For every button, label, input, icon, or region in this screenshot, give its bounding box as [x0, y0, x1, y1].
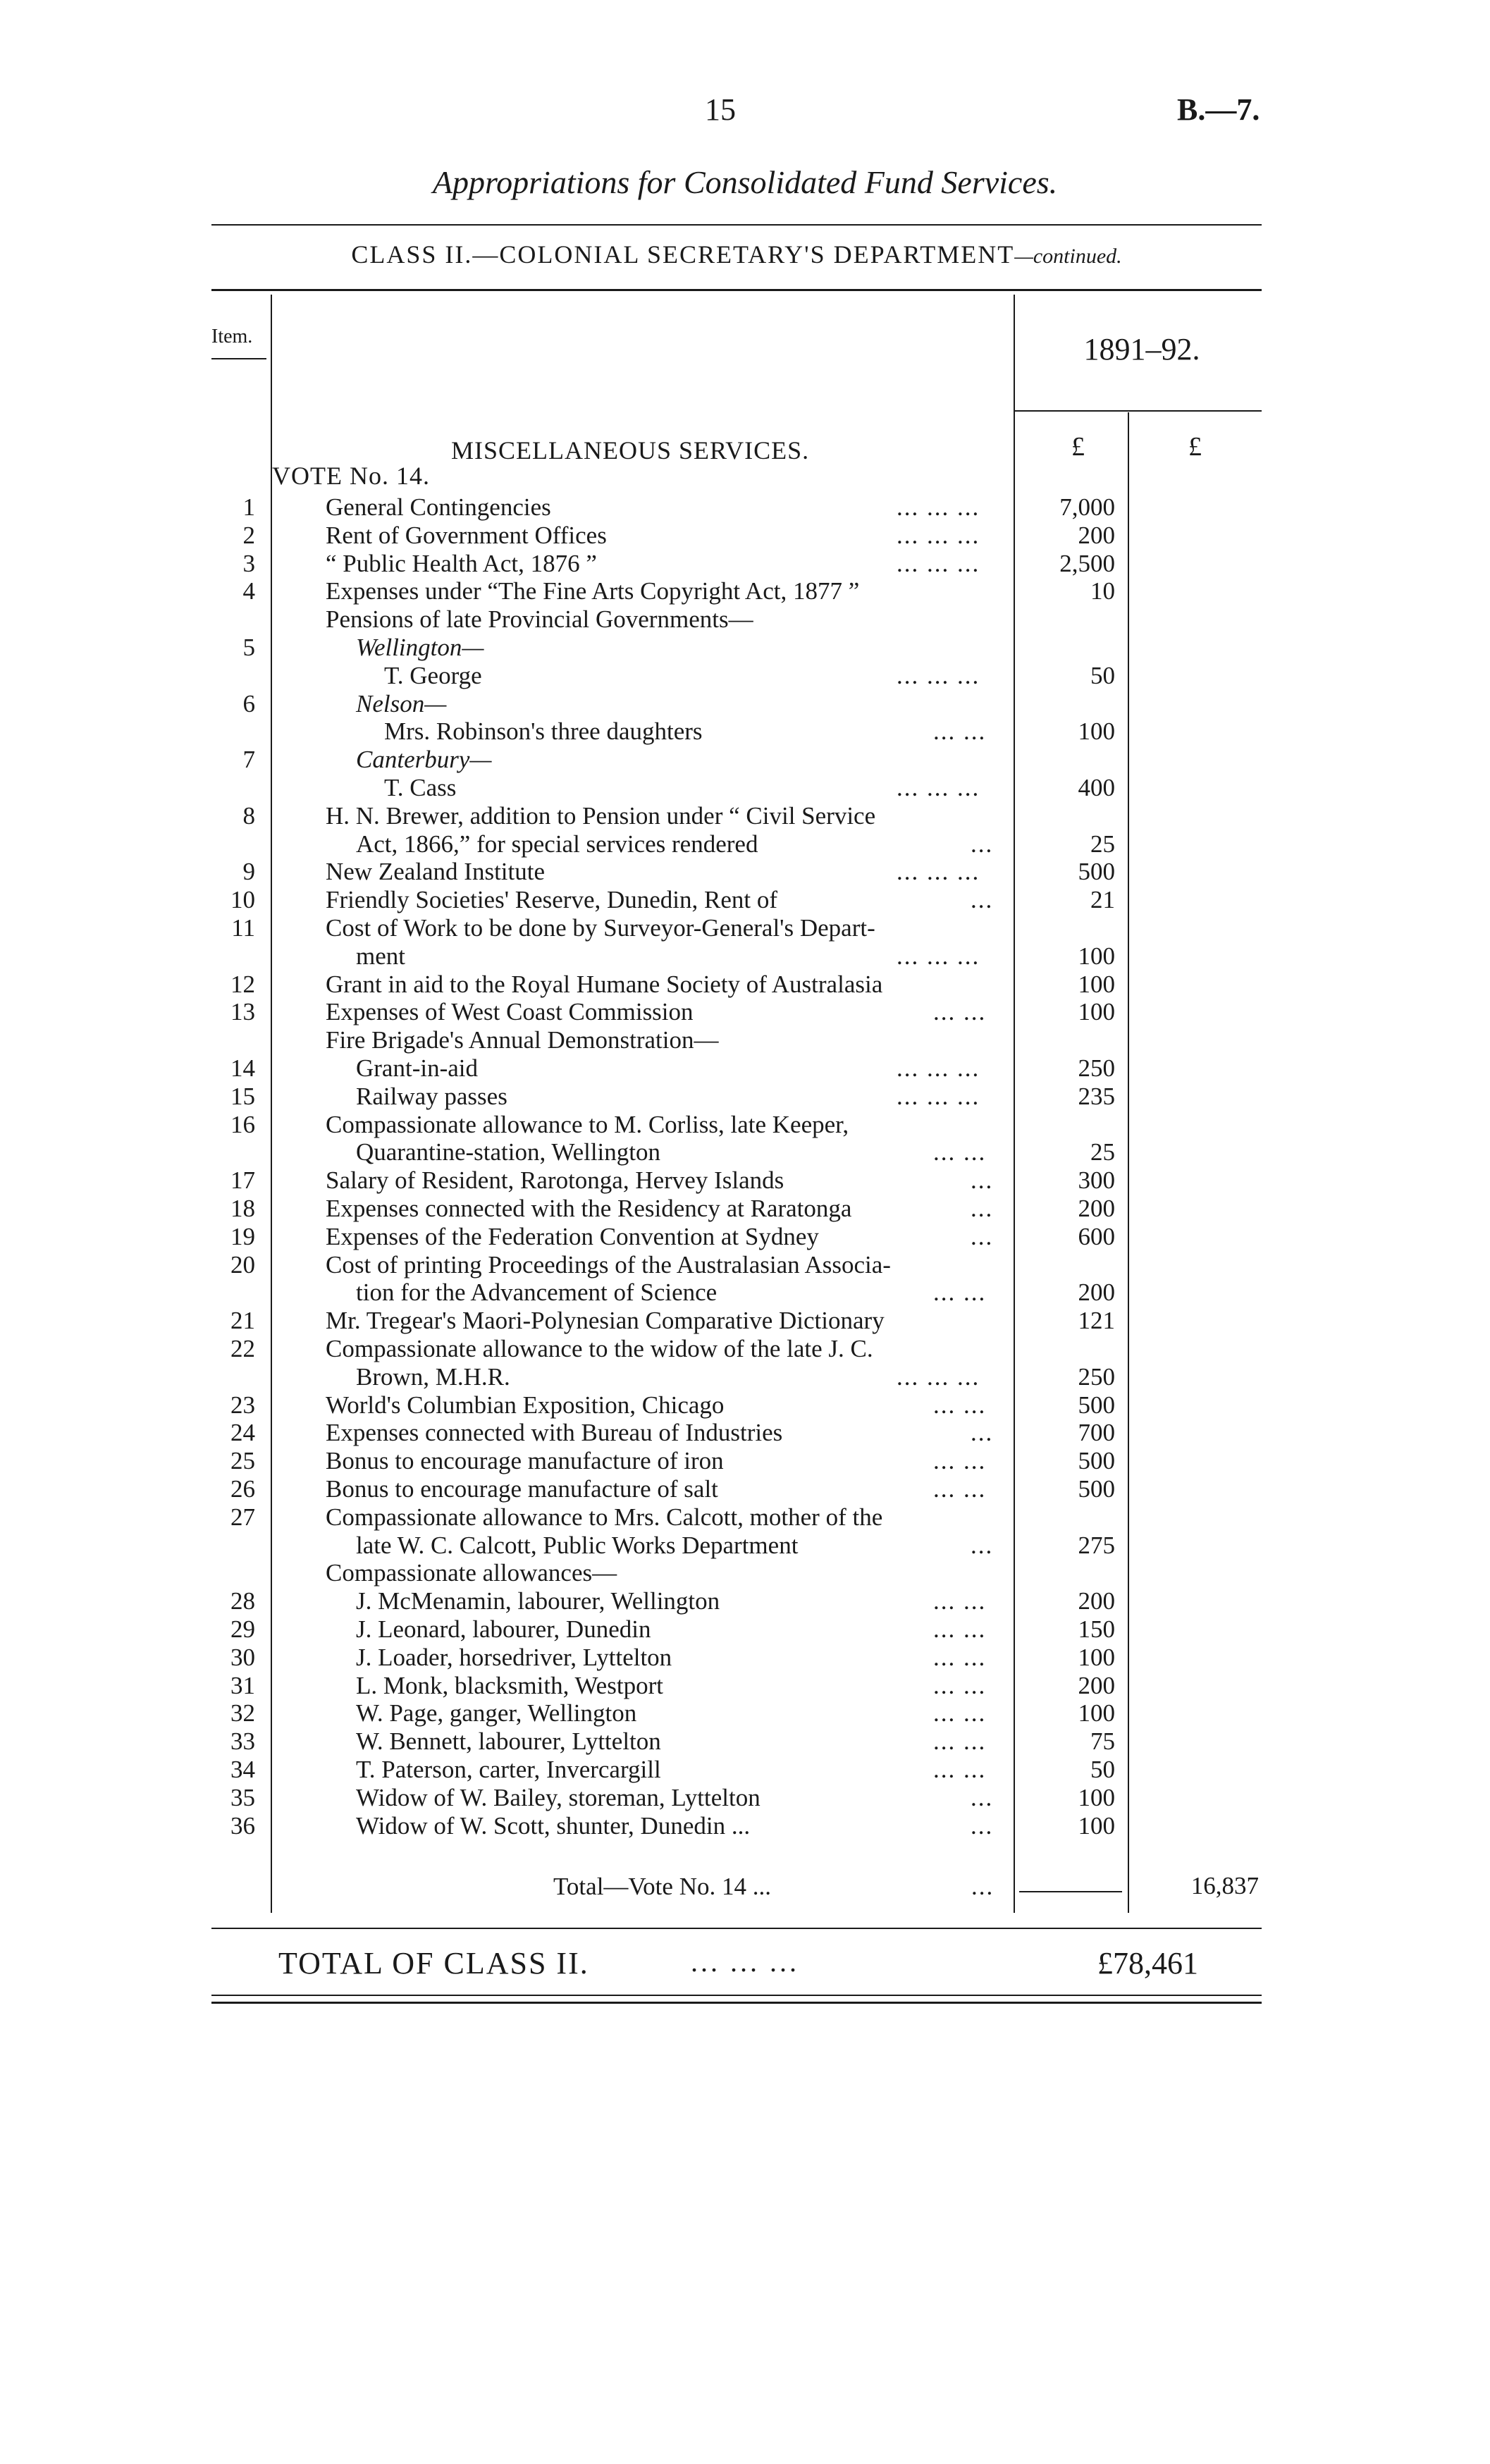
item-description: Act, 1866,” for special services rendered	[356, 830, 758, 858]
leader-dots: ... ...	[933, 1587, 987, 1615]
item-number: 3	[242, 550, 255, 577]
document-reference: B.—7.	[1177, 92, 1260, 127]
currency-header-detail: £	[1071, 432, 1085, 462]
class-heading	[211, 240, 1262, 269]
item-number: 36	[230, 1812, 255, 1840]
class-total-dots: ... ... ...	[691, 1946, 799, 1978]
item-amount: 100	[1078, 1812, 1115, 1840]
class-total-rule-2	[211, 2002, 1262, 2004]
item-description: T. Paterson, carter, Invercargill	[356, 1756, 661, 1783]
item-amount: 2,500	[1059, 550, 1115, 577]
item-number: 22	[230, 1335, 255, 1362]
item-description: Fire Brigade's Annual Demonstration—	[326, 1026, 719, 1054]
item-description: Expenses of West Coast Commission	[326, 998, 694, 1025]
leader-dots: ... ...	[933, 1279, 987, 1306]
item-amount: 275	[1078, 1532, 1115, 1559]
item-description: “ Public Health Act, 1876 ”	[326, 550, 597, 577]
amount-column-divider	[1128, 412, 1129, 1913]
item-description: W. Bennett, labourer, Lyttelton	[356, 1727, 661, 1755]
item-amount: 100	[1078, 998, 1115, 1025]
leader-dots: ... ... ...	[897, 493, 980, 521]
item-description: J. McMenamin, labourer, Wellington	[356, 1587, 720, 1615]
leader-dots: ... ... ...	[897, 858, 980, 885]
item-amount: 600	[1078, 1223, 1115, 1250]
item-description: Cost of Work to be done by Surveyor-General's Depart-	[326, 914, 875, 942]
item-description: J. Leonard, labourer, Dunedin	[356, 1615, 651, 1643]
item-amount: 100	[1078, 717, 1115, 745]
item-description: tion for the Advancement of Science	[356, 1279, 718, 1306]
leader-dots: ... ...	[933, 1391, 987, 1419]
item-amount: 200	[1078, 1672, 1115, 1699]
item-amount: 10	[1090, 577, 1115, 605]
page-title: Appropriations for Consolidated Fund Services.	[432, 164, 1058, 200]
leader-dots: ... ...	[933, 1699, 987, 1727]
item-description: Bonus to encourage manufacture of salt	[326, 1475, 718, 1503]
item-amount: 25	[1090, 1138, 1115, 1166]
item-description: World's Columbian Exposition, Chicago	[326, 1391, 725, 1419]
item-amount: 50	[1090, 662, 1115, 689]
item-description: T. George	[384, 662, 482, 689]
item-number: 16	[230, 1111, 255, 1138]
item-amount: 200	[1078, 1195, 1115, 1222]
item-number: 29	[230, 1615, 255, 1643]
item-description: late W. C. Calcott, Public Works Department	[356, 1532, 799, 1559]
item-amount: 500	[1078, 1475, 1115, 1503]
item-number: 17	[230, 1166, 255, 1194]
vote-total-amount: 16,837	[1190, 1872, 1259, 1899]
item-amount: 100	[1078, 1644, 1115, 1671]
item-number: 19	[230, 1223, 255, 1250]
item-amount: 700	[1078, 1419, 1115, 1446]
item-description: Widow of W. Scott, shunter, Dunedin ...	[356, 1812, 751, 1840]
item-number: 1	[242, 493, 255, 521]
item-description: Grant-in-aid	[356, 1054, 478, 1082]
item-amount: 121	[1078, 1307, 1115, 1334]
item-column-header: Item.	[211, 326, 253, 347]
class-total-amount: £78,461	[1097, 1946, 1198, 1981]
item-amount: 200	[1078, 522, 1115, 549]
item-amount: 150	[1078, 1615, 1115, 1643]
item-description: T. Cass	[384, 774, 457, 801]
item-number: 24	[230, 1419, 255, 1446]
item-description: Mr. Tregear's Maori-Polynesian Comparative Dictionary	[326, 1307, 885, 1334]
table-top-rule	[211, 289, 1262, 291]
item-amount: 200	[1078, 1279, 1115, 1306]
item-number: 6	[242, 690, 255, 717]
item-amount: 500	[1078, 1447, 1115, 1474]
leader-dots: ... ...	[933, 1756, 987, 1783]
item-amount: 500	[1078, 858, 1115, 885]
leader-dots: ...	[971, 830, 994, 858]
leader-dots: ... ...	[933, 1727, 987, 1755]
title-rule	[211, 224, 1262, 226]
item-description: W. Page, ganger, Wellington	[356, 1699, 637, 1727]
currency-header-total: £	[1188, 432, 1202, 462]
item-description: Expenses connected with Bureau of Industries	[326, 1419, 783, 1446]
item-description: Expenses of the Federation Convention at Sydney	[326, 1223, 819, 1250]
item-description: Brown, M.H.R.	[356, 1363, 510, 1391]
leader-dots: ... ...	[933, 1447, 987, 1474]
item-number: 9	[242, 858, 255, 885]
item-number: 4	[242, 577, 255, 605]
item-description: Widow of W. Bailey, storeman, Lyttelton	[356, 1784, 761, 1811]
item-number: 35	[230, 1784, 255, 1811]
year-column-header: 1891–92.	[1083, 332, 1200, 366]
item-number: 32	[230, 1699, 255, 1727]
leader-dots: ...	[971, 1419, 994, 1446]
leader-dots: ... ... ...	[897, 1054, 980, 1082]
item-description: Compassionate allowance to the widow of the late J. C.	[326, 1335, 873, 1362]
item-amount: 300	[1078, 1166, 1115, 1194]
leader-dots: ... ...	[933, 1475, 987, 1503]
leader-dots: ...	[971, 1195, 994, 1222]
item-description: Grant in aid to the Royal Humane Society of Australasia	[326, 971, 883, 998]
item-description: Expenses connected with the Residency at Raratonga	[326, 1195, 852, 1222]
item-number: 2	[242, 522, 255, 549]
item-number: 12	[230, 971, 255, 998]
item-description: Mrs. Robinson's three daughters	[384, 717, 703, 745]
item-description: Pensions of late Provincial Governments—	[326, 605, 753, 633]
leader-dots: ... ...	[933, 1138, 987, 1166]
item-amount: 100	[1078, 942, 1115, 970]
item-description: Bonus to encourage manufacture of iron	[326, 1447, 724, 1474]
class-total-label: TOTAL OF CLASS II.	[278, 1946, 589, 1981]
table-bottom-rule	[211, 1928, 1262, 1929]
leader-dots: ...	[971, 1784, 994, 1811]
item-number: 15	[230, 1083, 255, 1110]
item-description: Compassionate allowances—	[326, 1559, 617, 1587]
item-number: 8	[242, 802, 255, 830]
vote-total-label: Total—Vote No. 14 ...	[553, 1873, 771, 1900]
item-description: Rent of Government Offices	[326, 522, 607, 549]
leader-dots: ... ... ...	[897, 1083, 980, 1110]
header-bottom-rule	[1015, 410, 1262, 412]
leader-dots: ...	[971, 886, 994, 913]
item-number: 34	[230, 1756, 255, 1783]
class-heading-text: CLASS II.—COLONIAL SECRETARY'S DEPARTMENT	[351, 240, 1015, 269]
leader-dots: ... ...	[933, 998, 987, 1025]
item-number: 14	[230, 1054, 255, 1082]
item-description: Compassionate allowance to M. Corliss, late Keeper,	[326, 1111, 849, 1138]
item-description: Friendly Societies' Reserve, Dunedin, Rent of	[326, 886, 778, 913]
item-description: Nelson—	[356, 690, 447, 717]
item-amount: 200	[1078, 1587, 1115, 1615]
item-number: 23	[230, 1391, 255, 1419]
item-amount: 100	[1078, 1784, 1115, 1811]
item-description: Railway passes	[356, 1083, 507, 1110]
item-number: 27	[230, 1503, 255, 1531]
leader-dots: ...	[971, 1812, 994, 1840]
item-header-underline	[211, 358, 266, 359]
item-amount: 25	[1090, 830, 1115, 858]
item-description: L. Monk, blacksmith, Westport	[356, 1672, 663, 1699]
vote-total-dots: ...	[971, 1873, 995, 1900]
item-amount: 7,000	[1059, 493, 1115, 521]
item-column-divider	[271, 295, 272, 1913]
item-number: 7	[242, 746, 255, 773]
class-heading-suffix: —continued.	[1014, 245, 1122, 268]
subtotal-rule	[1019, 1891, 1122, 1892]
item-number: 21	[230, 1307, 255, 1334]
item-amount: 500	[1078, 1391, 1115, 1419]
item-number: 31	[230, 1672, 255, 1699]
item-number: 10	[230, 886, 255, 913]
item-amount: 100	[1078, 971, 1115, 998]
leader-dots: ... ...	[933, 1615, 987, 1643]
item-description: Canterbury—	[356, 746, 492, 773]
leader-dots: ...	[971, 1532, 994, 1559]
item-amount: 50	[1090, 1756, 1115, 1783]
item-number: 5	[242, 634, 255, 661]
item-number: 26	[230, 1475, 255, 1503]
class-total-rule-1	[211, 1995, 1262, 1996]
item-description: H. N. Brewer, addition to Pension under “ Civil Service	[326, 802, 876, 830]
leader-dots: ... ...	[933, 717, 987, 745]
item-description: Cost of printing Proceedings of the Australasian Associa-	[326, 1251, 891, 1279]
item-description: Compassionate allowance to Mrs. Calcott, mother of the	[326, 1503, 883, 1531]
item-amount: 75	[1090, 1727, 1115, 1755]
page-number: 15	[705, 92, 736, 127]
leader-dots: ... ... ...	[897, 662, 980, 689]
item-description: Quarantine-station, Wellington	[356, 1138, 660, 1166]
item-number: 30	[230, 1644, 255, 1671]
item-number: 13	[230, 998, 255, 1025]
item-amount: 250	[1078, 1363, 1115, 1391]
leader-dots: ...	[971, 1223, 994, 1250]
item-number: 28	[230, 1587, 255, 1615]
leader-dots: ... ... ...	[897, 522, 980, 549]
leader-dots: ... ... ...	[897, 942, 980, 970]
item-number: 11	[231, 914, 255, 942]
item-description: Salary of Resident, Rarotonga, Hervey Islands	[326, 1166, 784, 1194]
leader-dots: ... ...	[933, 1672, 987, 1699]
leader-dots: ... ...	[933, 1644, 987, 1671]
item-number: 33	[230, 1727, 255, 1755]
item-description: General Contingencies	[326, 493, 551, 521]
item-number: 20	[230, 1251, 255, 1279]
item-description: J. Loader, horsedriver, Lyttelton	[356, 1644, 672, 1671]
leader-dots: ... ... ...	[897, 1363, 980, 1391]
item-amount: 235	[1078, 1083, 1115, 1110]
item-number: 18	[230, 1195, 255, 1222]
section-heading: MISCELLANEOUS SERVICES.	[451, 436, 810, 464]
leader-dots: ... ... ...	[897, 550, 980, 577]
leader-dots: ... ... ...	[897, 774, 980, 801]
item-description: ment	[356, 942, 405, 970]
item-description: Wellington—	[356, 634, 484, 661]
item-description: Expenses under “The Fine Arts Copyright Act, 1877 ”	[326, 577, 860, 605]
item-amount: 100	[1078, 1699, 1115, 1727]
item-amount: 250	[1078, 1054, 1115, 1082]
item-amount: 21	[1090, 886, 1115, 913]
leader-dots: ...	[971, 1166, 994, 1194]
item-number: 25	[230, 1447, 255, 1474]
item-amount: 400	[1078, 774, 1115, 801]
item-description: New Zealand Institute	[326, 858, 546, 885]
vote-label: VOTE No. 14.	[272, 462, 430, 490]
